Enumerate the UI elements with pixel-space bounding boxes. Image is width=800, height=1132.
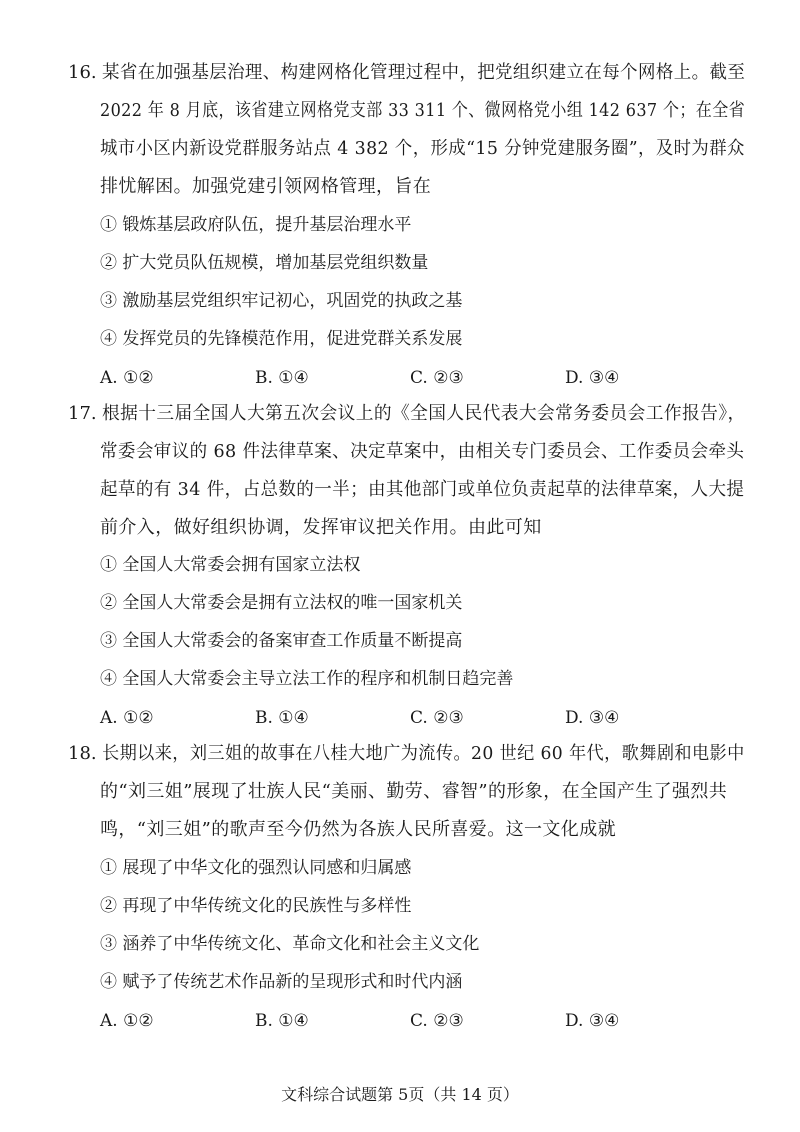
statement-option: ① 展现了中华文化的强烈认同感和归属感 <box>100 858 412 878</box>
question-stem-line: 常委会审议的 68 件法律草案、决定草案中，由相关专门委员会、工作委员会牵头 <box>100 441 745 462</box>
answer-choice-c: C. ②③ <box>410 368 464 388</box>
statement-option: ④ 发挥党员的先锋模范作用，促进党群关系发展 <box>100 329 463 349</box>
question-stem-line: 根据十三届全国人大第五次会议上的《全国人民代表大会常务委员会工作报告》， <box>102 403 746 424</box>
answer-choice-b: B. ①④ <box>255 368 309 388</box>
question-stem-line: 的“刘三姐”展现了壮族人民“美丽、勤劳、睿智”的形象，在全国产生了强烈共 <box>100 781 728 802</box>
question-stem-line: 某省在加强基层治理、构建网格化管理过程中，把党组织建立在每个网格上。截至 <box>102 62 746 83</box>
statement-option: ② 扩大党员队伍规模，增加基层党组织数量 <box>100 253 429 273</box>
question-stem-line: 2022 年 8 月底，该省建立网格党支部 33 311 个、微网格党小组 142 637 个；在全省 <box>100 100 746 121</box>
question-stem-line: 鸣，“刘三姐”的歌声至今仍然为各族人民所喜爱。这一文化成就 <box>100 819 617 840</box>
answer-choice-d: D. ③④ <box>565 1011 620 1031</box>
statement-option: ② 再现了中华传统文化的民族性与多样性 <box>100 896 412 916</box>
answer-choice-c: C. ②③ <box>410 1011 464 1031</box>
question-stem-line: 起草的有 34 件，占总数的一半；由其他部门或单位负责起草的法律草案，人大提 <box>100 479 745 500</box>
question-stem-line: 城市小区内新设党群服务站点 4 382 个，形成“15 分钟党建服务圈”，及时为群众 <box>100 138 745 159</box>
statement-option: ② 全国人大常委会是拥有立法权的唯一国家机关 <box>100 593 463 613</box>
answer-choice-b: B. ①④ <box>255 708 309 728</box>
question-stem-line: 前介入，做好组织协调，发挥审议把关作用。由此可知 <box>100 517 542 538</box>
answer-choice-c: C. ②③ <box>410 708 464 728</box>
question-number: 17. <box>68 403 97 424</box>
page-footer: 文科综合试题第 5页（共 14 页） <box>281 1085 519 1104</box>
answer-choice-d: D. ③④ <box>565 368 620 388</box>
answer-choice-d: D. ③④ <box>565 708 620 728</box>
statement-option: ① 锻炼基层政府队伍，提升基层治理水平 <box>100 215 412 235</box>
statement-option: ④ 赋予了传统艺术作品新的呈现形式和时代内涵 <box>100 972 463 992</box>
answer-choice-a: A. ①② <box>100 1011 154 1031</box>
question-stem-line: 排忧解困。加强党建引领网格管理，旨在 <box>100 176 432 197</box>
statement-option: ④ 全国人大常委会主导立法工作的程序和机制日趋完善 <box>100 669 514 689</box>
answer-choice-b: B. ①④ <box>255 1011 309 1031</box>
statement-option: ③ 全国人大常委会的备案审查工作质量不断提高 <box>100 631 463 651</box>
statement-option: ③ 激励基层党组织牢记初心，巩固党的执政之基 <box>100 291 463 311</box>
statement-option: ③ 涵养了中华传统文化、革命文化和社会主义文化 <box>100 934 480 954</box>
answer-choice-a: A. ①② <box>100 708 154 728</box>
answer-choice-a: A. ①② <box>100 368 154 388</box>
statement-option: ① 全国人大常委会拥有国家立法权 <box>100 555 361 575</box>
question-stem-line: 长期以来，刘三姐的故事在八桂大地广为流传。20 世纪 60 年代，歌舞剧和电影中 <box>102 743 745 764</box>
question-number: 16. <box>68 62 97 83</box>
question-number: 18. <box>68 743 97 764</box>
